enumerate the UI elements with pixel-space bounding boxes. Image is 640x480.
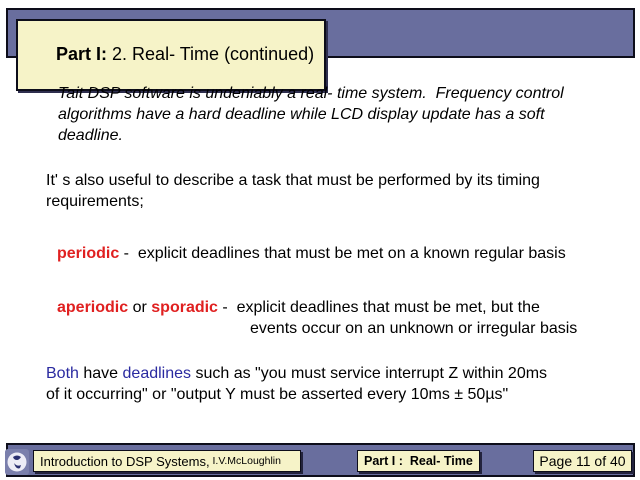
deadlines-word: deadlines [122,365,192,382]
periodic-text: - explicit deadlines that must be met on a known regular basis [119,245,566,262]
footer-section-label: Part I : Real- Time [364,454,473,468]
footer-author-label: I.V.McLoughlin [209,455,281,467]
describe-paragraph [46,170,540,212]
aperiodic-line-2: events occur on an unknown or irregular basis [250,320,578,337]
aperiodic-term: aperiodic [57,299,129,316]
periodic-term: periodic [57,245,120,262]
both-word: Both [46,365,79,382]
header-band [6,8,635,64]
title-text: 2. Real- Time (continued) [107,44,315,64]
intro-paragraph [58,83,564,146]
footer-page-label: Page 11 of 40 [539,453,626,469]
sporadic-term: sporadic [151,299,218,316]
describe-line-1: It' s also useful to describe a task that must be performed by its timing [46,172,540,189]
intro-line-3: deadline. [58,127,123,144]
intro-line-1: Tait DSP software is undeniably a real- time system. Frequency control [58,85,564,102]
title-box [16,19,326,91]
aperiodic-conjunction: or [128,299,152,316]
footer-page-box [533,450,632,472]
aperiodic-paragraph [57,297,540,318]
aperiodic-line-1 [57,297,540,318]
both-text-mid: have [78,365,123,382]
intro-line-2: algorithms have a hard deadline while LCD display update has a soft [58,106,545,123]
footer-course-label: Introduction to DSP Systems, [40,453,210,469]
describe-line-2: requirements; [46,193,144,210]
periodic-paragraph [57,243,566,264]
both-paragraph [46,363,547,405]
aperiodic-text: - explicit deadlines that must be met, but the [217,299,540,316]
both-line-2: of it occurring" or "output Y must be asserted every 10ms ± 50µs" [46,386,509,403]
periodic-line [57,243,566,264]
title-part-label: Part I: [56,44,108,64]
both-line-1 [46,363,547,384]
footer-course-box [33,450,301,472]
both-text-rest: such as "you must service interrupt Z within 20ms [191,365,548,382]
globe-logo-icon [5,449,29,475]
aperiodic-paragraph-line2 [250,318,577,339]
footer-section-box [357,450,480,472]
